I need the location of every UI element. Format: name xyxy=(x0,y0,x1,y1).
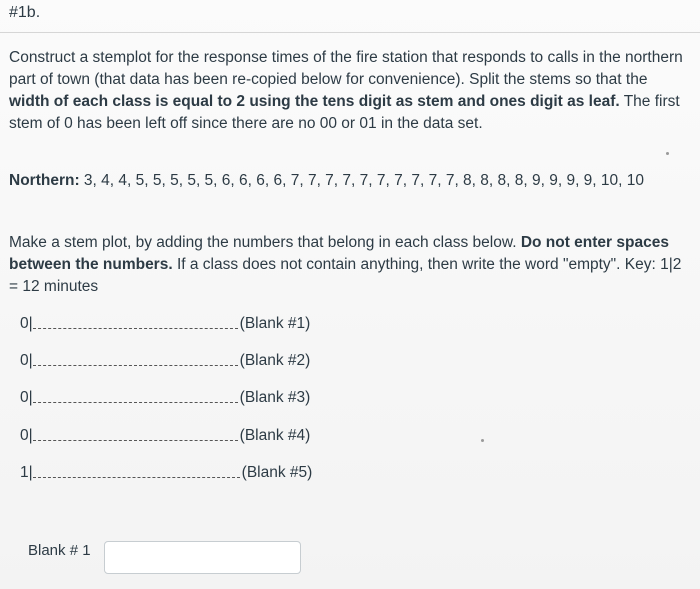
blank-1-input[interactable] xyxy=(104,541,301,574)
stem-row xyxy=(20,313,310,335)
question-number: #1b. xyxy=(9,4,41,21)
blank-line xyxy=(33,462,240,478)
blank-line xyxy=(33,387,238,403)
intro-text-a: Construct a stemplot for the response times of the fire station that responds to calls in the northern part of town (that data has been re-copied below for convenience). Split the stems so that the xyxy=(9,49,683,88)
stem-row xyxy=(20,425,310,447)
directions-text-b: If a class does not contain anything, then write the word "empty". Key: 1|2 = 12 minutes xyxy=(9,256,682,295)
directions-bold-text: Do not enter spaces between the numbers. xyxy=(9,234,669,273)
blank-line xyxy=(33,425,238,441)
stem-label: 0| xyxy=(20,427,33,444)
directions-text-a: Make a stem plot, by adding the numbers that belong in each class below. xyxy=(9,234,521,251)
intro-text-b: The first stem of 0 has been left off since there are no 00 or 01 in the data set. xyxy=(9,93,680,132)
data-values: 3, 4, 4, 5, 5, 5, 5, 5, 6, 6, 6, 6, 7, 7, 7, 7, 7, 7, 7, 7, 7, 7, 8, 8, 8, 8, 9, 9, 9, 9, 10, 10 xyxy=(83,172,645,189)
divider xyxy=(0,32,700,33)
blank-label: (Blank #4) xyxy=(239,427,311,444)
blank-label: (Blank #2) xyxy=(239,352,311,369)
data-paragraph xyxy=(9,170,689,192)
blank-label: (Blank #3) xyxy=(239,389,311,406)
blank-line xyxy=(33,313,238,329)
stem-row xyxy=(20,387,310,409)
stem-label: 0| xyxy=(20,315,33,332)
data-label: Northern: xyxy=(9,172,80,189)
intro-bold-text: width of each class is equal to 2 using the tens digit as stem and ones digit as leaf. xyxy=(9,93,620,110)
stray-dot xyxy=(666,152,669,155)
stem-row xyxy=(20,462,312,484)
stem-label: 0| xyxy=(20,389,33,406)
blank-label: (Blank #1) xyxy=(239,315,311,332)
stem-label: 0| xyxy=(20,352,33,369)
directions-paragraph xyxy=(9,232,689,298)
stem-label: 1| xyxy=(20,464,33,481)
stray-dot xyxy=(481,439,484,442)
intro-paragraph xyxy=(9,47,689,135)
blank-label: (Blank #5) xyxy=(241,464,313,481)
stem-row xyxy=(20,350,310,372)
answer-label: Blank # 1 xyxy=(28,542,91,559)
blank-line xyxy=(33,350,238,366)
